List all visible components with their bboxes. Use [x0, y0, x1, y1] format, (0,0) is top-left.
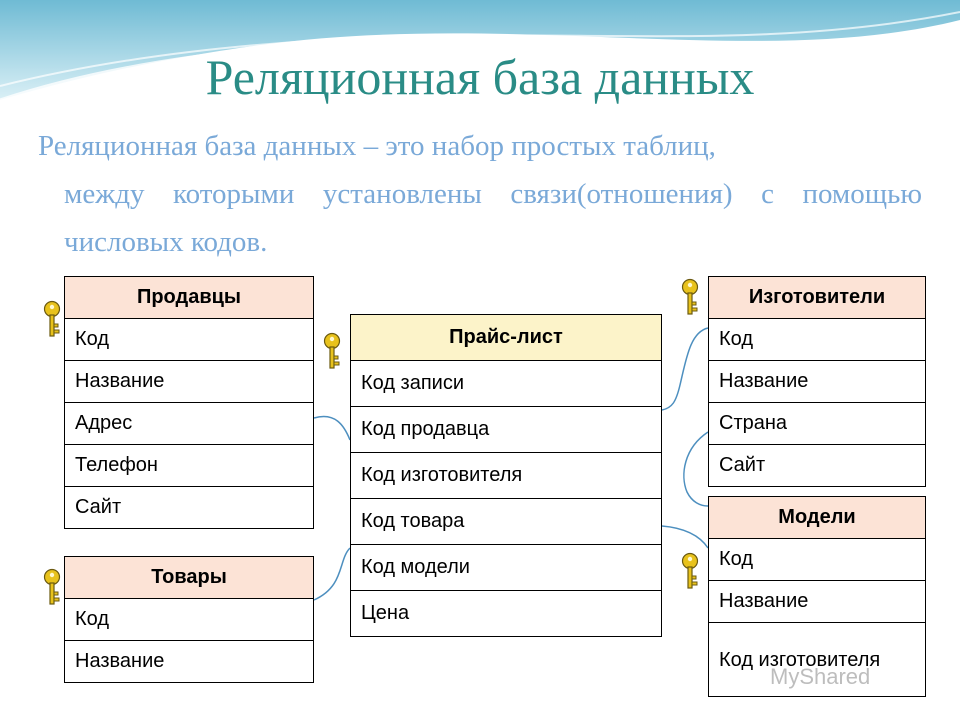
table-row: Код изготовителя: [709, 623, 926, 697]
table-row: Название: [65, 641, 314, 683]
table-row: Код: [65, 599, 314, 641]
table-sellers-header: Продавцы: [65, 277, 314, 319]
table-row: Адрес: [65, 403, 314, 445]
table-makers-header: Изготовители: [709, 277, 926, 319]
table-row: Название: [709, 581, 926, 623]
table-row: Код модели: [351, 545, 662, 591]
table-row: Код: [709, 319, 926, 361]
table-row: Название: [65, 361, 314, 403]
link-makers-models: [684, 432, 708, 506]
table-row: Код: [709, 539, 926, 581]
table-row: Название: [709, 361, 926, 403]
primary-key-icon: [680, 278, 700, 318]
primary-key-icon: [680, 552, 700, 592]
table-row: Код изготовителя: [351, 453, 662, 499]
link-goods-price: [314, 548, 350, 600]
intro-line-rest: между которыми установлены связи(отношения) с помощью числовых кодов.: [64, 178, 922, 258]
table-row: Код продавца: [351, 407, 662, 453]
table-row: Код: [65, 319, 314, 361]
table-models-header: Модели: [709, 497, 926, 539]
intro-line-1: Реляционная база данных – это набор простых таблиц,: [38, 130, 716, 162]
table-sellers: [64, 276, 314, 529]
watermark: MyShared: [770, 664, 871, 689]
table-row: Код товара: [351, 499, 662, 545]
table-price-list: [350, 314, 662, 637]
table-goods: [64, 556, 314, 683]
table-row: Сайт: [709, 445, 926, 487]
table-row: Страна: [709, 403, 926, 445]
link-models-price: [662, 526, 708, 548]
table-row: Сайт: [65, 487, 314, 529]
slide-title: Реляционная база данных: [205, 49, 755, 105]
table-row: Телефон: [65, 445, 314, 487]
primary-key-icon: [42, 300, 62, 340]
table-row: Код записи: [351, 361, 662, 407]
table-goods-header: Товары: [65, 557, 314, 599]
table-makers: [708, 276, 926, 487]
primary-key-icon: [322, 332, 342, 372]
primary-key-icon: [42, 568, 62, 608]
link-sellers-price: [314, 417, 350, 440]
table-row: Цена: [351, 591, 662, 637]
link-makers-price: [662, 328, 708, 410]
table-price-list-header: Прайс-лист: [351, 315, 662, 361]
